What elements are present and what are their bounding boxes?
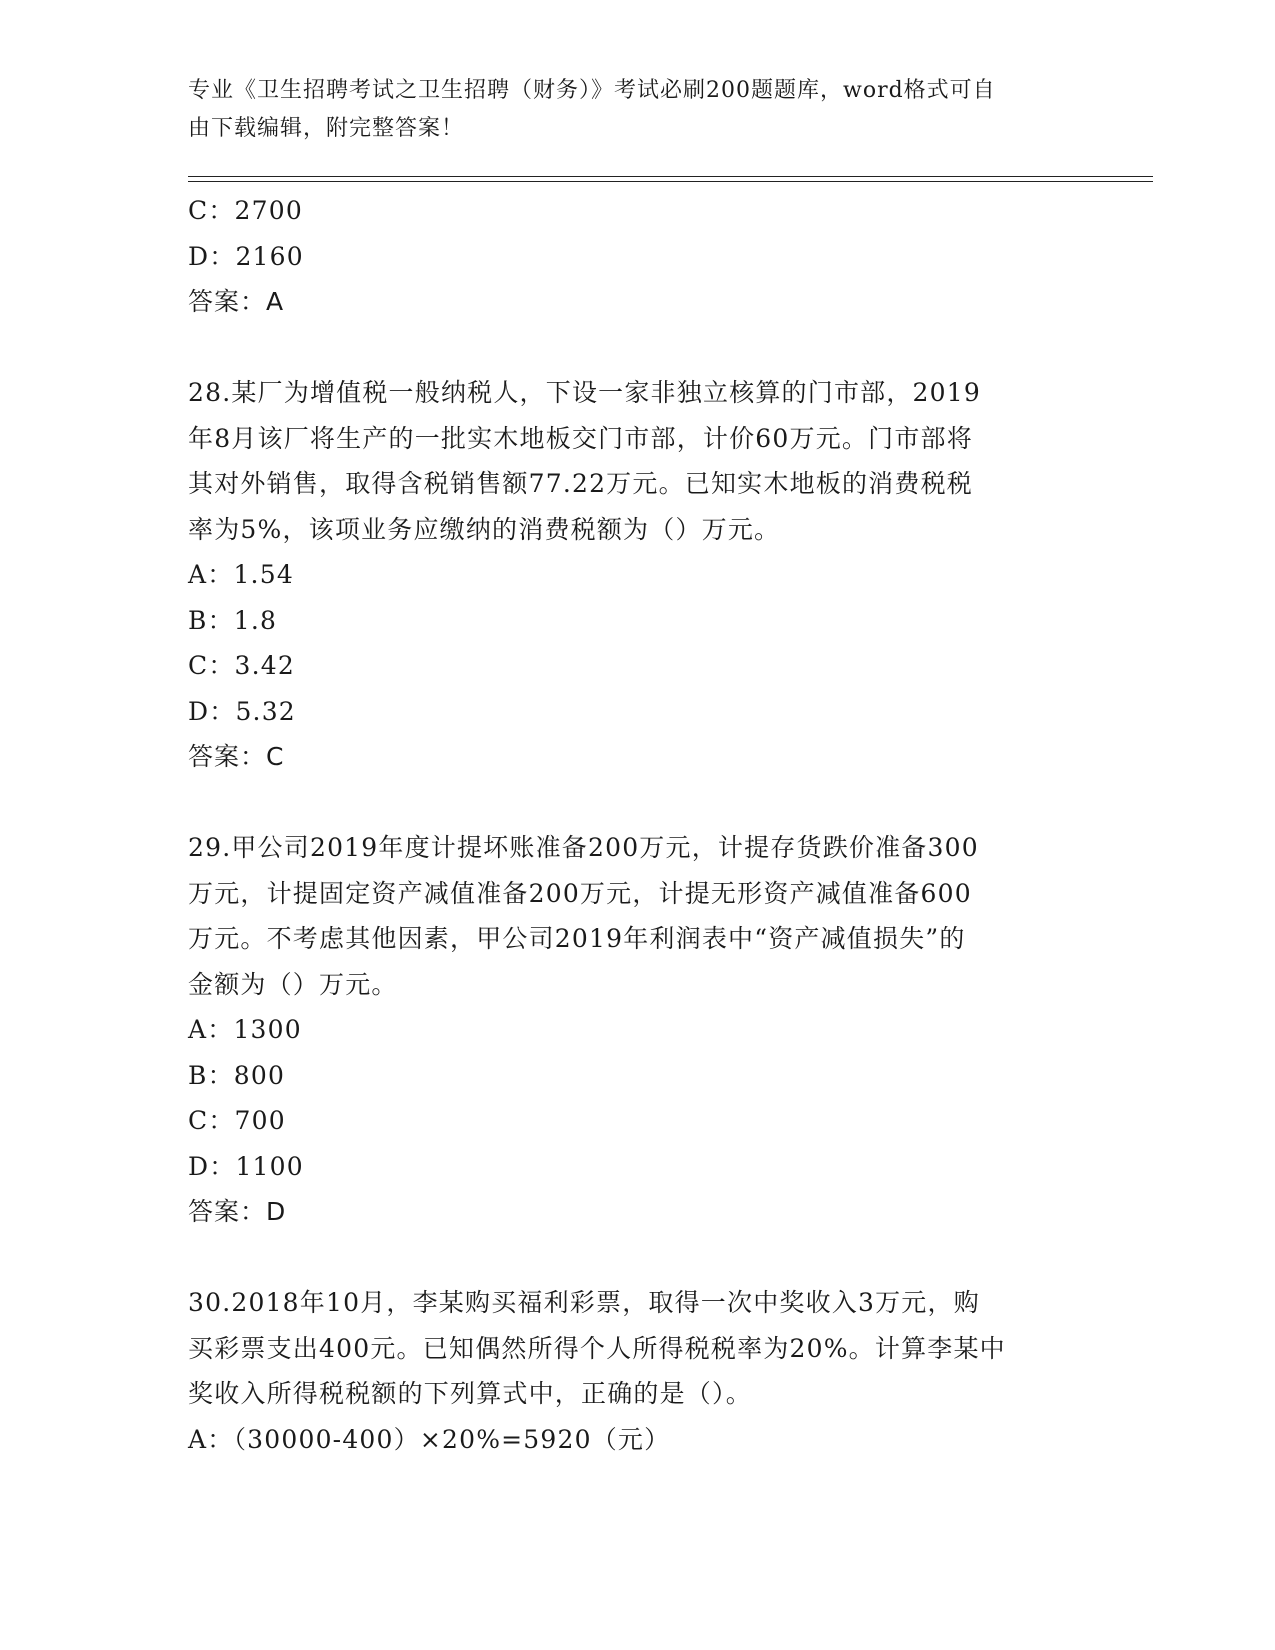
option-a: A：（30000-400）×20%=5920（元） — [188, 1424, 671, 1454]
option-b: B：800 — [188, 1060, 286, 1090]
spacer — [188, 325, 1088, 371]
question-line: 29.甲公司2019年度计提坏账准备200万元，计提存货跌价准备300 — [188, 833, 979, 862]
answer-line: 答案：C — [188, 742, 285, 771]
option-d: D：2160 — [188, 241, 304, 271]
question-line: 其对外销售，取得含税销售额77.22万元。已知实木地板的消费税税 — [188, 469, 973, 498]
question-30 — [188, 1280, 1088, 1462]
header-divider-top — [188, 176, 1153, 177]
question-text — [188, 825, 1088, 1007]
option-a: A：1300 — [188, 1015, 302, 1044]
question-line: 万元。不考虑其他因素，甲公司2019年利润表中“资产减值损失”的 — [188, 924, 966, 953]
spacer — [188, 1235, 1088, 1281]
question-line: 率为5%，该项业务应缴纳的消费税额为（）万元。 — [188, 514, 781, 544]
answer-line: 答案：D — [188, 1197, 287, 1226]
option-d: D：5.32 — [188, 696, 296, 726]
question-28 — [188, 370, 1088, 780]
option-c: C：3.42 — [188, 651, 295, 680]
question-line: 年8月该厂将生产的一批实木地板交门市部，计价60万元。门市部将 — [188, 423, 973, 453]
previous-question — [188, 188, 1088, 325]
header-line-2: 由下载编辑，附完整答案！ — [188, 116, 465, 141]
question-line: 金额为（）万元。 — [188, 969, 398, 999]
option-a: A：1.54 — [188, 560, 294, 589]
header-line-1: 专业《卫生招聘考试之卫生招聘（财务）》考试必刷200题题库，word格式可自 — [188, 78, 996, 103]
question-line: 30.2018年10月，李某购买福利彩票，取得一次中奖收入3万元，购 — [188, 1288, 980, 1317]
question-line: 28.某厂为增值税一般纳税人，下设一家非独立核算的门市部，2019 — [188, 378, 981, 407]
document-header — [188, 72, 1088, 148]
option-d: D：1100 — [188, 1151, 304, 1181]
question-29 — [188, 825, 1088, 1235]
question-text — [188, 370, 1088, 552]
option-b: B：1.8 — [188, 605, 278, 635]
header-divider-bottom — [188, 181, 1153, 182]
question-text — [188, 1280, 1088, 1417]
spacer — [188, 780, 1088, 826]
answer-line: 答案：A — [188, 287, 285, 316]
question-line: 奖收入所得税税额的下列算式中，正确的是（）。 — [188, 1379, 752, 1408]
option-c: C：2700 — [188, 196, 303, 225]
question-line: 买彩票支出400元。已知偶然所得个人所得税税率为20%。计算李某中 — [188, 1333, 1006, 1363]
document-body — [188, 188, 1088, 1462]
question-line: 万元，计提固定资产减值准备200万元，计提无形资产减值准备600 — [188, 878, 972, 908]
option-c: C：700 — [188, 1106, 286, 1135]
